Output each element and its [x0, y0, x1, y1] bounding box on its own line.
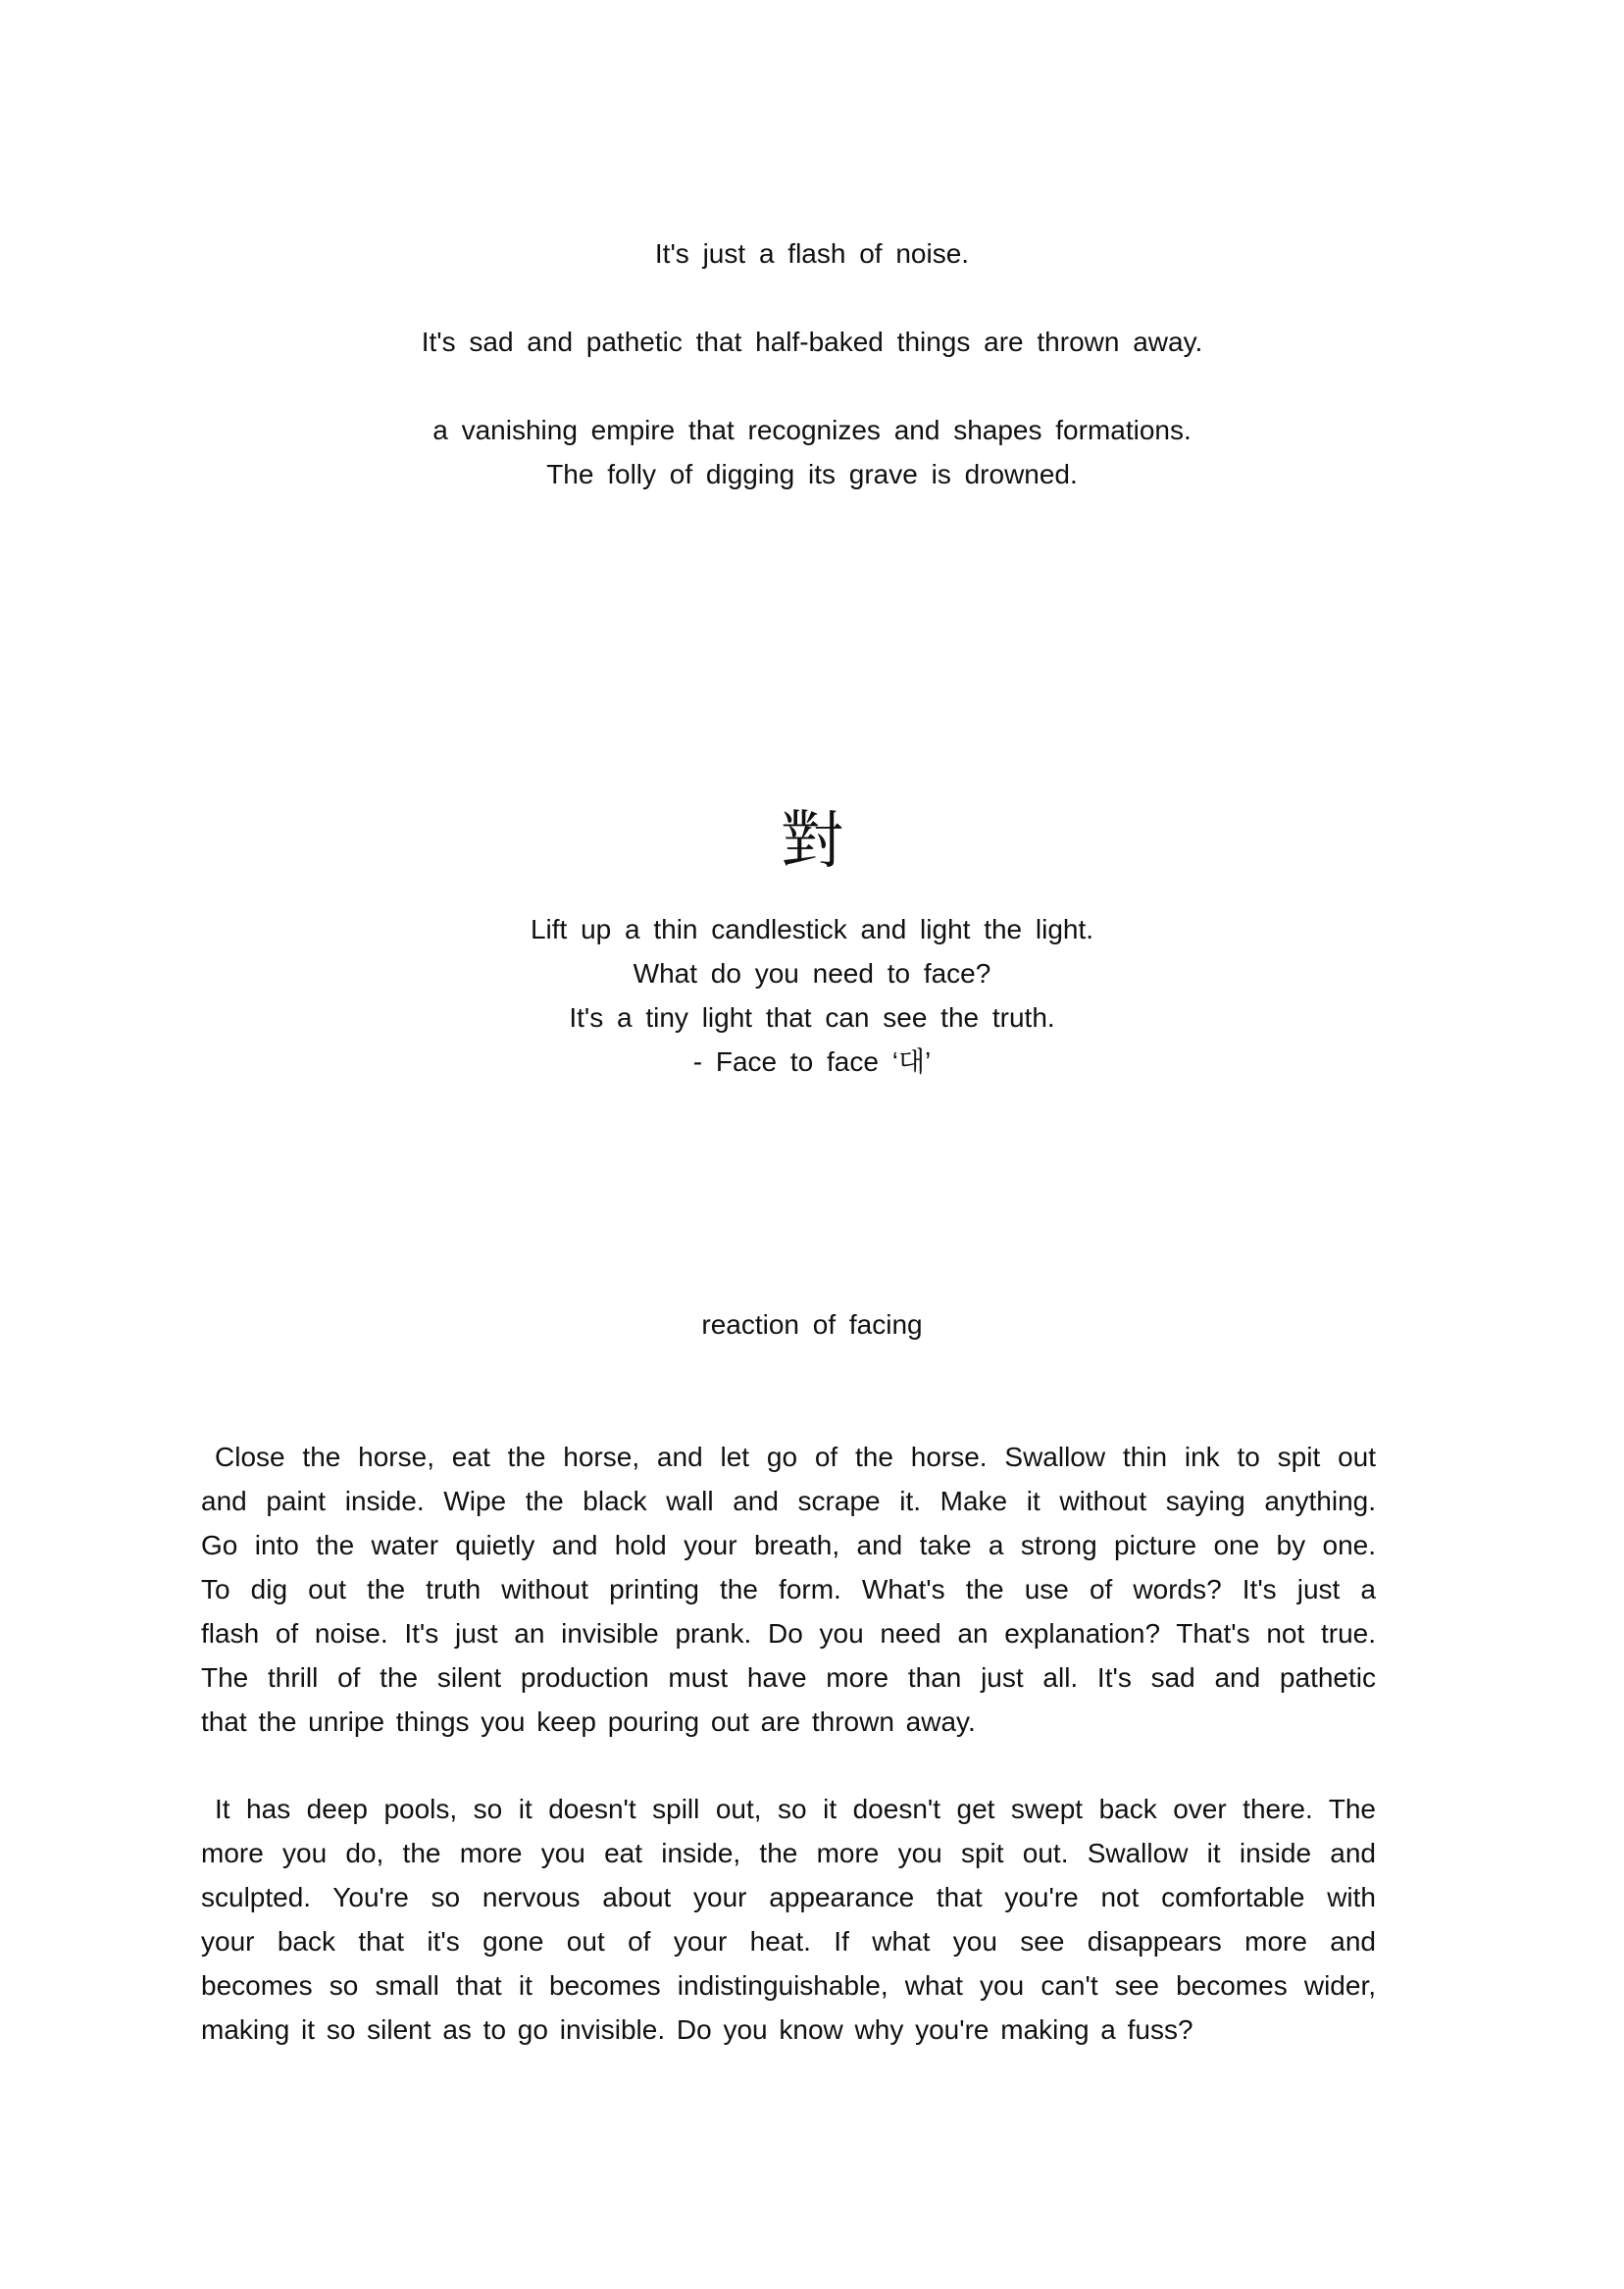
stanza-line: It's just a flash of noise. [654, 238, 970, 269]
stanza-line: a vanishing empire that recognizes and shapes formations. [432, 415, 1192, 445]
paragraph-line: becomes so small that it becomes indistinguishable, what you can't see becomes wider, [201, 1970, 1376, 2001]
paragraph-line: and paint inside. Wipe the black wall and scrape it. Make it without saying anything. [201, 1486, 1376, 1516]
hanja-character: 對 [781, 805, 843, 878]
paragraph-line: To dig out the truth without printing the form. What's the use of words? It's just a [201, 1574, 1376, 1604]
paragraph-line: Go into the water quietly and hold your breath, and take a strong picture one by one. [201, 1530, 1376, 1560]
paragraph-line: more you do, the more you eat inside, the more you spit out. Swallow it inside and [201, 1838, 1376, 1868]
poem-attribution: - Face to face ‘대’ [692, 1046, 932, 1077]
poem-line: It's a tiny light that can see the truth. [569, 1002, 1055, 1033]
paragraph-line: that the unripe things you keep pouring out are thrown away. [201, 1706, 976, 1737]
stanza-line: The folly of digging its grave is drowned. [546, 459, 1078, 489]
paragraph-line: The thrill of the silent production must have more than just all. It's sad and pathetic [201, 1662, 1376, 1693]
poem-line: What do you need to face? [633, 958, 991, 989]
essay-title: reaction of facing [701, 1309, 923, 1340]
paragraph-line: your back that it's gone out of your heat. If what you see disappears more and [201, 1926, 1376, 1957]
paragraph-line: It has deep pools, so it doesn't spill out, so it doesn't get swept back over there. The [215, 1794, 1376, 1824]
stanza-line: It's sad and pathetic that half-baked things are thrown away. [421, 327, 1203, 357]
poem-line: Lift up a thin candlestick and light the light. [530, 914, 1094, 944]
paragraph-line: making it so silent as to go invisible. Do you know why you're making a fuss? [201, 2014, 1193, 2045]
paragraph-line: sculpted. You're so nervous about your appearance that you're not comfortable with [201, 1882, 1376, 1912]
paragraph-line: flash of noise. It's just an invisible prank. Do you need an explanation? That's not true. [201, 1618, 1376, 1649]
essay-paragraph-2 [201, 1787, 1376, 2052]
essay-paragraph-1 [201, 1435, 1376, 1744]
paragraph-line: Close the horse, eat the horse, and let go of the horse. Swallow thin ink to spit out [215, 1442, 1376, 1472]
